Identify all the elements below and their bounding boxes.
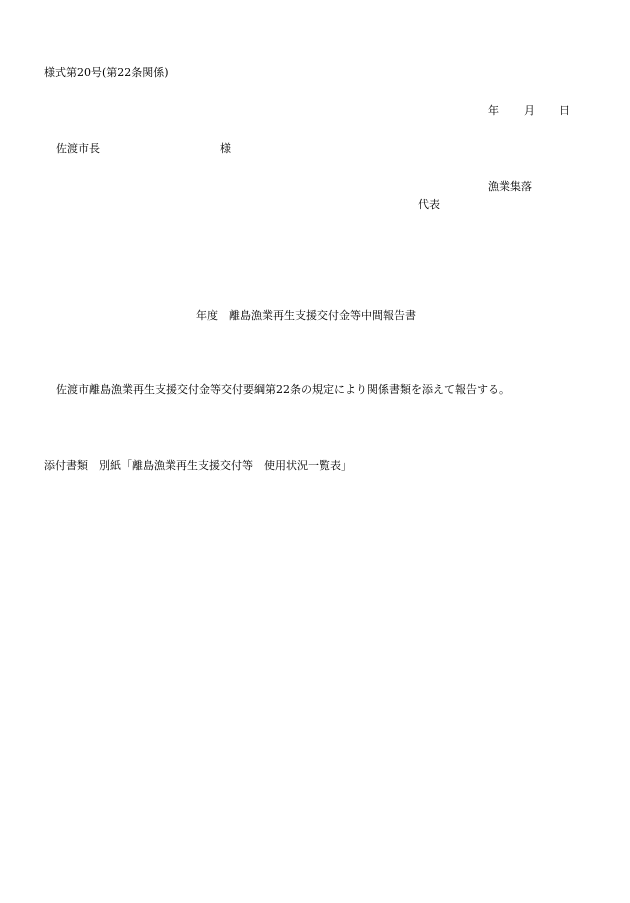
sender-organization: 漁業集落 — [488, 180, 532, 193]
date-month-label: 月 — [524, 104, 535, 117]
date-year-label: 年 — [488, 104, 499, 117]
sender-representative: 代表 — [418, 198, 440, 211]
attachments-line: 添付書類 別紙「離島漁業再生支援交付等 使用状況一覧表」 — [44, 459, 352, 472]
form-number: 様式第20号(第22条関係) — [44, 66, 169, 79]
document-title: 年度 離島漁業再生支援交付金等中間報告書 — [196, 309, 416, 322]
date-day-label: 日 — [559, 104, 570, 117]
body-text: 佐渡市離島漁業再生支援交付金等交付要綱第22条の規定により関係書類を添えて報告する。 — [56, 383, 510, 396]
addressee-honorific: 様 — [220, 142, 231, 155]
addressee-name: 佐渡市長 — [56, 142, 100, 155]
